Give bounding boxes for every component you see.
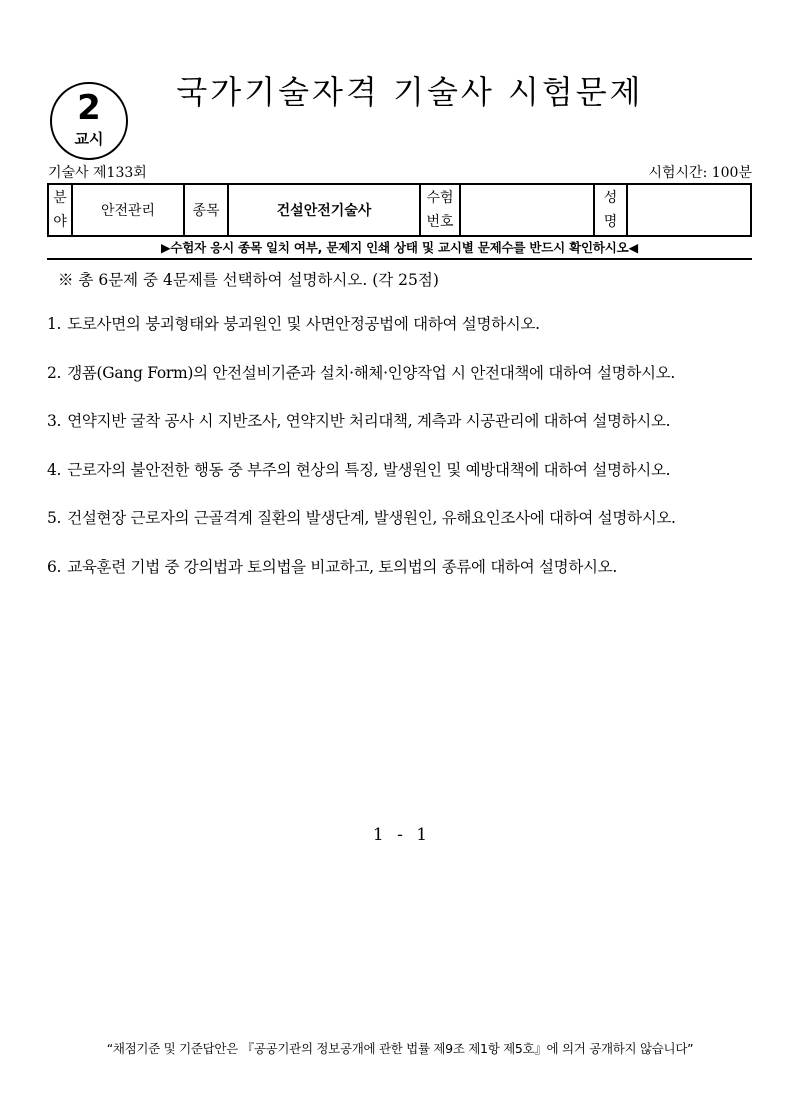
examinee-label-top: 수험: [426, 190, 454, 206]
name-label-top: 성: [603, 190, 618, 206]
examinee-label-cell: [420, 184, 460, 236]
question-text: 갱폼(Gang Form)의 안전설비기준과 설치·해체·인양작업 시 안전대책에 대하여 설명하시오.: [67, 363, 675, 382]
name-label-cell: [594, 184, 627, 236]
examinee-label-bottom: 번호: [426, 214, 454, 230]
header-divider: [47, 258, 752, 260]
name-field[interactable]: [627, 184, 751, 236]
exam-round: 기술사 제133회: [48, 165, 147, 181]
footer-disclaimer: “채점기준 및 기준답안은 『공공기관의 정보공개에 관한 법률 제9조 제1항 제5호』에 의거 공개하지 않습니다”: [106, 1041, 694, 1056]
question-text: 교육훈련 기법 중 강의법과 토의법을 비교하고, 토의법의 종류에 대하여 설명하시오.: [67, 557, 617, 576]
question-item: [47, 506, 757, 555]
page-number: 1 - 1: [372, 825, 428, 845]
exam-info-table: [47, 183, 752, 237]
job-value: 건설안전기술사: [228, 184, 420, 236]
job-label: 종목: [184, 184, 228, 236]
field-label-top: 분: [53, 190, 67, 206]
exam-time: 시험시간: 100분: [648, 165, 752, 181]
question-number: 3.: [47, 412, 62, 431]
question-number: 6.: [47, 557, 62, 576]
question-number: 1.: [47, 315, 62, 333]
question-item: [47, 458, 757, 507]
period-badge: [50, 82, 128, 160]
examinee-number-field[interactable]: [460, 184, 594, 236]
question-item: [47, 312, 757, 361]
check-notice: ▶수험자 응시 종목 일치 여부, 문제지 인쇄 상태 및 교시별 문제수를 반드시 확인하시오◀: [161, 240, 638, 255]
question-item: [47, 409, 757, 458]
question-list: [47, 312, 757, 604]
period-label: 교시: [74, 130, 104, 148]
period-number: 2: [77, 88, 101, 128]
question-item: [47, 555, 757, 604]
question-text: 도로사면의 붕괴형태와 붕괴원인 및 사면안정공법에 대하여 설명하시오.: [67, 315, 540, 333]
question-number: 4.: [47, 460, 62, 479]
question-number: 5.: [47, 509, 62, 528]
question-text: 연약지반 굴착 공사 시 지반조사, 연약지반 처리대책, 계측과 시공관리에 대하여 설명하시오.: [67, 412, 671, 431]
question-item: [47, 361, 757, 410]
field-label-cell: [48, 184, 72, 236]
question-text: 건설현장 근로자의 근골격계 질환의 발생단계, 발생원인, 유해요인조사에 대하여 설명하시오.: [67, 509, 676, 528]
question-number: 2.: [47, 363, 62, 382]
instruction-text: ※ 총 6문제 중 4문제를 선택하여 설명하시오. (각 25점): [58, 271, 439, 289]
name-label-bottom: 명: [603, 214, 618, 230]
exam-info-row: [48, 163, 752, 183]
field-value: 안전관리: [72, 184, 184, 236]
question-text: 근로자의 불안전한 행동 중 부주의 현상의 특징, 발생원인 및 예방대책에 대하여 설명하시오.: [67, 460, 671, 479]
field-label-bottom: 야: [53, 214, 67, 230]
document-title: 국가기술자격 기술사 시험문제: [176, 73, 644, 111]
